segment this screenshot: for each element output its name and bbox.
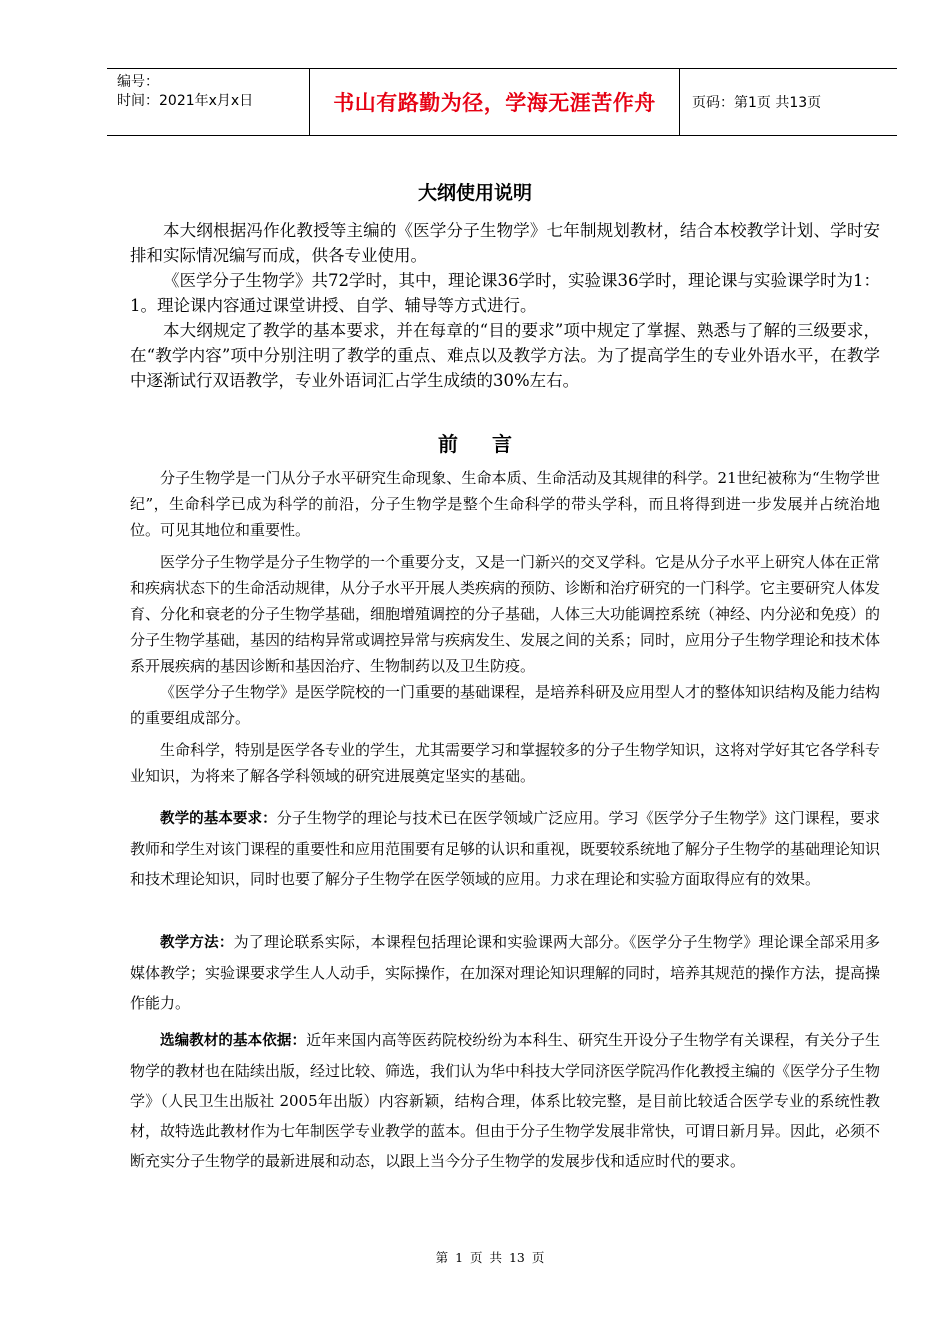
section-textbook-basis — [130, 1025, 880, 1176]
outline-title: 大纲使用说明 — [417, 182, 532, 204]
section-text: 分子生物学的理论与技术已在医学领域广泛应用。学习《医学分子生物学》这门课程，要求教师和学生对该门课程的重要性和应用范围要有足够的认识和重视，既要较系统地了解分子生物学的基础理论知识和技术理论知识，同时也要了解分子生物学在医学领域的应用。力求在理论和实验方面取得应有的效果。 — [130, 809, 881, 888]
preface-title: 前言 — [438, 432, 546, 456]
section-text: 为了理论联系实际，本课程包括理论课和实验课两大部分。《医学分子生物学》理论课全部采用多媒体教学；实验课要求学生人人动手，实际操作，在加深对理论知识理解的同时，培养其规范的操作方法，提高操作能力。 — [130, 933, 881, 1012]
section-paragraph — [130, 927, 880, 1018]
preface-body — [130, 465, 880, 795]
header-motto: 书山有路勤为径，学海无涯苦作舟 — [310, 69, 680, 135]
preface-paragraph: 医学分子生物学是分子生物学的一个重要分支，又是一门新兴的交叉学科。它是从分子水平上研究人体在正常和疾病状态下的生命活动规律，从分子水平开展人类疾病的预防、诊断和治疗研究的一门科学。它主要研究人体发育、分化和衰老的分子生物学基础，细胞增殖调控的分子基础，人体三大功能调控系统（神经、内分泌和免疫）的分子生物学基础，基因的结构异常或调控异常与疾病发生、发展之间的关系；同时，应用分子生物学理论和技术体系开展疾病的基因诊断和基因治疗、生物制药以及卫生防疫。 — [130, 553, 881, 675]
document-number-label: 编号： — [117, 74, 159, 90]
section-teaching-methods — [130, 927, 880, 1018]
preface-paragraph: 生命科学，特别是医学各专业的学生，尤其需要学习和掌握较多的分子生物学知识，这将对学好其它各学科专业知识，为将来了解各学科领域的研究进展奠定坚实的基础。 — [130, 741, 881, 785]
section-lead: 教学的基本要求： — [160, 811, 277, 827]
preface-paragraph: 分子生物学是一门从分子水平研究生命现象、生命本质、生命活动及其规律的科学。21世纪被称为“生物学世纪”，生命科学已成为科学的前沿，分子生物学是整个生命科学的带头学科，而且将得到进一步发展并占统治地位。可见其地位和重要性。 — [130, 469, 880, 539]
section-paragraph — [130, 1025, 880, 1176]
header-table — [107, 68, 897, 136]
section-lead: 教学方法： — [160, 935, 234, 951]
section-text: 近年来国内高等医药院校纷纷为本科生、研究生开设分子生物学有关课程，有关分子生物学的教材也在陆续出版，经过比较、筛选，我们认为华中科技大学同济医学院冯作化教授主编的《医学分子生物学》（人民卫生出版社 2005年出版）内容新颖，结构合理，体系比较完整，是目前比较适合医学专业的系统性教材，故特选此教材作为七年制医学专业教学的蓝本。但由于分子生物学发展非常快，可谓日新月异。因此，必须不断充实分子生物学的最新进展和动态，以跟上当今分子生物学的发展步伐和适应时代的要求。 — [130, 1031, 881, 1170]
outline-paragraph: 《医学分子生物学》共72学时，其中，理论课36学时，实验课36学时，理论课与实验课学时为1：1。理论课内容通过课堂讲授、自学、辅导等方式进行。 — [130, 271, 880, 315]
document-time-label: 时间：2021年x月x日 — [117, 93, 254, 109]
page-footer: 第 1 页 共 13 页 — [435, 1250, 545, 1265]
section-paragraph — [130, 803, 880, 894]
outline-paragraph: 本大纲根据冯作化教授等主编的《医学分子生物学》七年制规划教材，结合本校教学计划、学时安排和实际情况编写而成，供各专业使用。 — [130, 221, 880, 265]
outline-paragraph: 本大纲规定了教学的基本要求，并在每章的“目的要求”项中规定了掌握、熟悉与了解的三级要求，在“教学内容”项中分别注明了教学的重点、难点以及教学方法。为了提高学生的专业外语水平，在教学中逐渐试行双语教学，专业外语词汇占学生成绩的30%左右。 — [130, 321, 880, 390]
header-page-info: 页码：第1页 共13页 — [692, 95, 822, 111]
section-lead: 选编教材的基本依据： — [160, 1033, 307, 1049]
header-meta-cell — [107, 69, 310, 135]
section-teaching-requirements — [130, 803, 880, 894]
preface-paragraph: 《医学分子生物学》是医学院校的一门重要的基础课程，是培养科研及应用型人才的整体知识结构及能力结构的重要组成部分。 — [130, 683, 881, 727]
outline-body — [130, 218, 880, 393]
